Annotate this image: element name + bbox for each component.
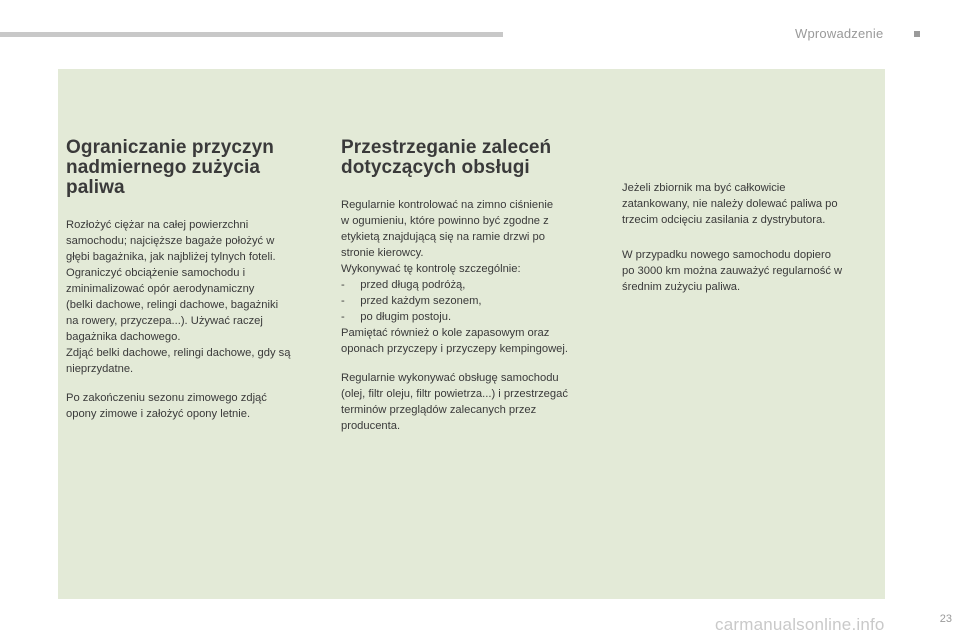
paragraph-new-car: W przypadku nowego samochodu dopiero po 3000 km można zauważyć regularność w średnim zużyciu paliwa.: [622, 249, 843, 293]
column-maintenance: [341, 138, 603, 447]
heading-maintenance: Przestrzeganie zaleceń dotyczących obsługi: [341, 137, 552, 178]
paragraph-tyres: Po zakończeniu sezonu zimowego zdjąć opony zimowe i założyć opony letnie.: [66, 392, 267, 420]
column-notes: [622, 180, 880, 308]
column-fuel-consumption: [66, 138, 324, 435]
header-rule: [0, 32, 503, 37]
page-number: 23: [939, 613, 952, 625]
section-marker-square: [914, 31, 920, 37]
paragraph-tyre-pressure: Regularnie kontrolować na zimno ciśnienie w ogumieniu, które powinno być zgodne z etykietą znajdującą się na ramie drzwi po stronie kierowcy. Wykonywać tę kontrolę szczególnie: - przed długą podróżą, - przed każdym sezonem, - po długim postoju. Pamiętać również o kole zapasowym oraz oponach przyczepy i przyczepy kempingowej.: [341, 199, 568, 355]
paragraph-refuel: Jeżeli zbiornik ma być całkowicie zatankowany, nie należy dolewać paliwa po trzecim odcięciu zasilania z dystrybutora.: [622, 182, 838, 226]
heading-fuel-consumption: Ograniczanie przyczyn nadmiernego zużycia paliwa: [66, 137, 275, 198]
section-title: Wprowadzenie: [795, 26, 884, 41]
watermark: carmanualsonline.info: [715, 615, 885, 634]
paragraph-service: Regularnie wykonywać obsługę samochodu (olej, filtr oleju, filtr powietrza...) i przestrzegać terminów przeglądów zalecanych przez producenta.: [341, 372, 568, 432]
paragraph-load: Rozłożyć ciężar na całej powierzchni samochodu; najcięższe bagaże położyć w głębi bagażnika, jak najbliżej tylnych foteli. Ograniczyć obciążenie samochodu i zminimalizować opór aerodynamiczny (belki dachowe, relingi dachowe, bagażniki na rowery, przyczepa...). Używać raczej bagażnika dachowego. Zdjąć belki dachowe, relingi dachowe, gdy są nieprzydatne.: [66, 219, 291, 375]
